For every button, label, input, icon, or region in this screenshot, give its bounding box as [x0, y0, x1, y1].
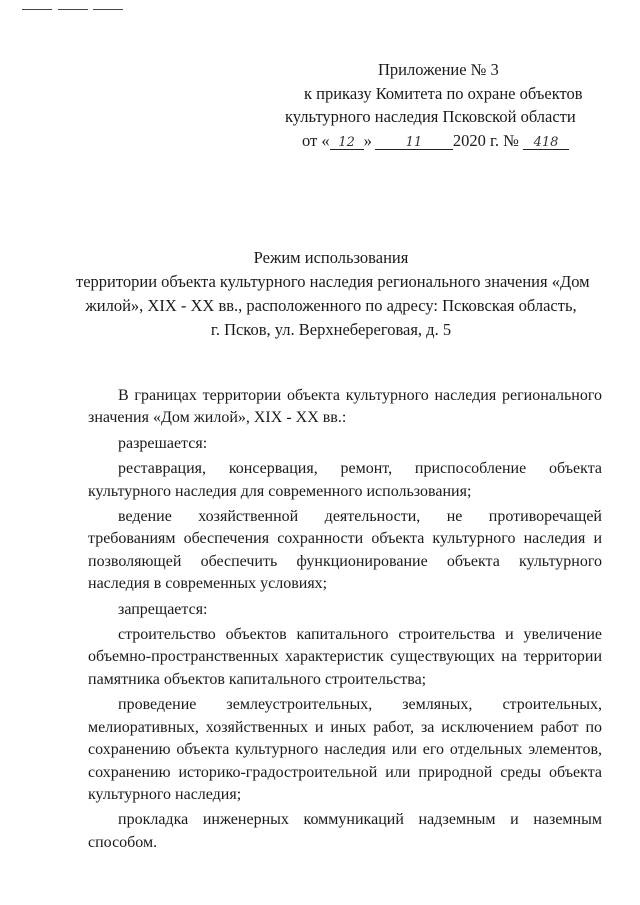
scan-artifact-line	[22, 9, 52, 10]
appendix-date-line	[285, 129, 605, 153]
appendix-number: Приложение № 3	[378, 60, 499, 79]
order-number: 418	[523, 131, 569, 150]
intro-paragraph: В границах территории объекта культурного наследия регионального значения «Дом жилой», XIX - XX вв.:	[88, 387, 602, 427]
title-line: г. Псков, ул. Верхнебереговая, д. 5	[210, 320, 452, 339]
allowed-heading: разрешается:	[118, 434, 208, 452]
forbidden-item: проведение землеустроительных, земляных, строительных, мелиоративных, хозяйственных и иных работ, за исключением работ по сохранению объекта культурного наследия или его отдельных элементов, сохранению историко-градостроительной или природной среды объекта культурного наследия;	[88, 696, 602, 803]
title-line: Режим использования	[253, 248, 409, 267]
date-month: 11	[375, 131, 453, 150]
date-year: 2020 г. №	[452, 130, 519, 150]
forbidden-item: прокладка инженерных коммуникаций надземным и наземным способом.	[88, 811, 602, 851]
date-prefix: от «	[302, 130, 330, 150]
forbidden-heading: запрещается:	[118, 600, 208, 618]
document-body	[88, 385, 602, 854]
appendix-order-ref: к приказу Комитета по охране объектов	[304, 83, 583, 103]
date-day: 12	[330, 131, 364, 150]
appendix-committee: культурного наследия Псковской области	[285, 107, 576, 126]
scan-artifact-line	[58, 9, 88, 10]
forbidden-item: строительство объектов капитального строительства и увеличение объемно-пространственных характеристик существующих на территории памятника объектов капитального строительства;	[88, 626, 602, 688]
appendix-header	[285, 58, 605, 152]
allowed-item: реставрация, консервация, ремонт, приспособление объекта культурного наследия для современного использования;	[88, 460, 602, 500]
date-sep: »	[363, 130, 372, 150]
allowed-item: ведение хозяйственной деятельности, не противоречащей требованиям обеспечения сохранности объекта культурного наследия и позволяющей обеспечить функционирование объекта культурного наследия в современных условиях;	[88, 508, 602, 593]
scan-artifact-line	[93, 9, 123, 10]
title-line: жилой», XIX - XX вв., расположенного по адресу: Псковская область,	[85, 296, 577, 315]
document-title	[76, 246, 590, 342]
title-line: территории объекта культурного наследия регионального значения «Дом	[76, 272, 590, 291]
